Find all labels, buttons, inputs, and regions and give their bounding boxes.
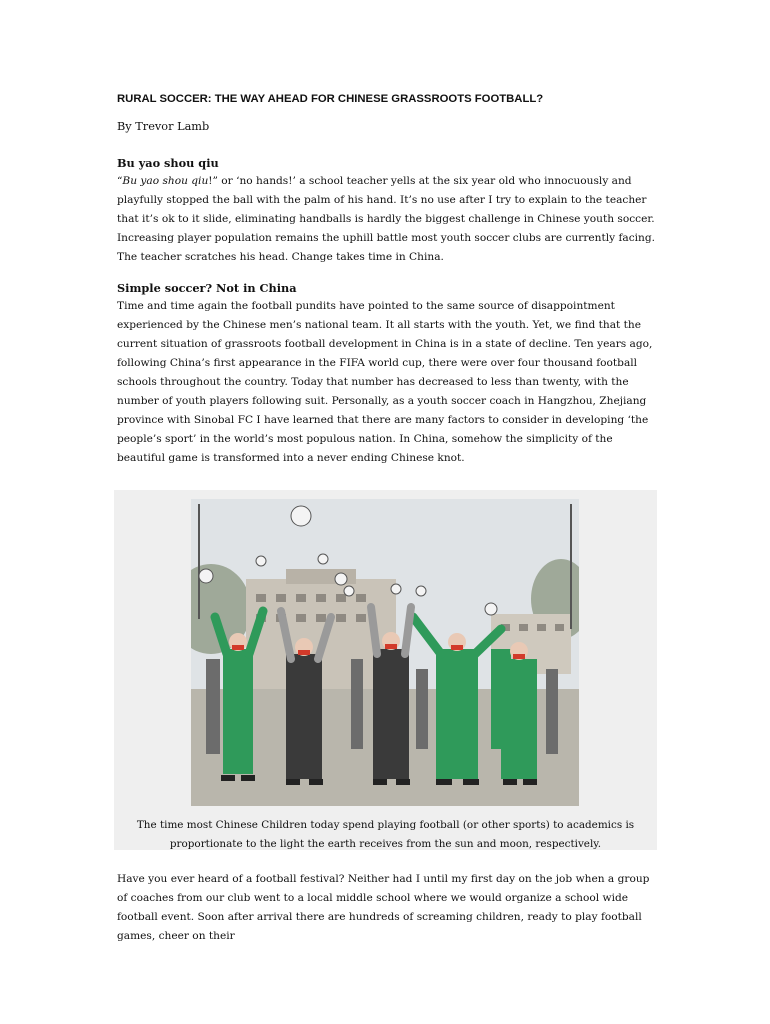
section-heading-bu-yao-shou-qiu: Bu yao shou qiu [117, 156, 219, 170]
photo-illustration [191, 499, 579, 806]
section-heading-simple-soccer: Simple soccer? Not in China [117, 281, 297, 295]
photo-children-football [191, 499, 579, 806]
byline: By Trevor Lamb [117, 120, 210, 133]
paragraph-text: !” or ‘no hands!’ a school teacher yells at the six year old who innocuously and playfully stopped the ball with the palm of his hand. It’s no use after I try to explain to the teacher that it’s ok to it slide, eliminating handballs is hardly the biggest challenge in Chinese youth soccer. Increasing player population remains the uphill battle most youth soccer clubs are currently facing. The teacher scratches his head. Change takes time in China. [117, 175, 656, 263]
figure [114, 490, 657, 850]
article [117, 92, 657, 468]
figure-caption: The time most Chinese Children today spend playing football (or other sports) to academics is proportionate to the light the earth receives from the sun and moon, respectively. [136, 819, 635, 850]
section-paragraph-3: Have you ever heard of a football festival? Neither had I until my first day on the job when a group of coaches from our club went to a local middle school where we would organize a school wide football event. Soon after arrival there are hundreds of screaming children, ready to play football games, cheer on their [117, 873, 650, 942]
section-paragraph-2: Time and time again the football pundits have pointed to the same source of disappointment experienced by the Chinese men’s national team. It all starts with the youth. Yet, we find that the current situation of grassroots football development in China is in a state of decline. Ten years ago, following China’s first appearance in the FIFA world cup, there were over four thousand football schools throughout the country. Today that number has decreased to less than twenty, with the number of youth players following suit. Personally, as a youth soccer coach in Hangzhou, Zhejiang province with Sinobal FC I have learned that there are many factors to consider in developing ‘the people’s sport’ in the world’s most populous nation. In China, somehow the simplicity of the beautiful game is transformed into a never ending Chinese knot. [117, 300, 653, 464]
section-paragraph-1 [117, 172, 657, 267]
open-quote: “ [117, 175, 123, 187]
italic-phrase: Bu yao shou qiu [122, 175, 209, 187]
article-title: RURAL SOCCER: THE WAY AHEAD FOR CHINESE GRASSROOTS FOOTBALL? [117, 93, 544, 105]
